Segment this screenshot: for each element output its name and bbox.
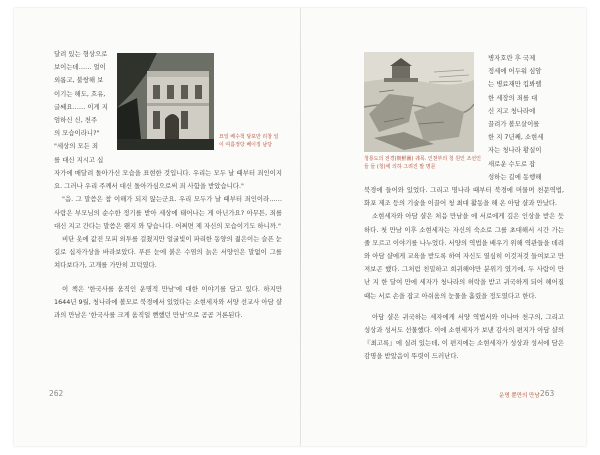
paragraph: 비단 옷에 값진 모피 외투를 걸쳤지만 얼굴빛이 파리한 동양의 젊은이는 슬픈 눈길로 십자가상을 바라보았다. 푸른 눈에 붉은 수염의 늙은 서양인은 말없이 그를 쳐다보다가, 고개를 가만히 끄덕였다. [54, 235, 282, 270]
text-line: 의 모습이라니?" [54, 129, 100, 138]
text-line: "세상의 모든 죄 [54, 142, 99, 151]
text-line: 성하는 길에 동행해 [488, 172, 542, 181]
text-line: 이기는 해도, 흐유, [54, 89, 106, 98]
paragraph: 이 책은 '한국사를 움직인 운명적 만남'에 대한 이야기를 담고 있다. 하지만 1644년 9월, 청나라에 볼모로 북경에서 있었다는 소현세자와 서양 선교사 아담 샬과의 만남은 '한국사를 크게 움직일 뻔했던 만남'으로 곰곰 거론된다. [54, 284, 282, 320]
text-line: 는 병료재만 킵봐렐 [488, 80, 542, 89]
church-photo [117, 53, 214, 150]
text-line: 외롭고, 불쌍해 보 [54, 76, 104, 85]
text-line: 달려 있는 형상으로 [54, 50, 108, 58]
paragraph: 자가에 매달려 돌아가신 모습을 표현한 것입니다. 우리는 모두 날 때부터 죄인이지요. 그러나 우리 주께서 대신 돌아가심으로써 죄 사함을 받았습니다." [54, 169, 282, 191]
paragraph: 북경에 들어와 있었다. 그리고 명나라 때부터 북경에 머물며 천문역법, 화포 제조 등의 기술을 이끌어 청 최대 활동을 해 온 아담 샬과 만났다. [364, 186, 564, 208]
right-page [301, 8, 586, 446]
left-page [14, 8, 300, 446]
running-head: 운명 뿐만의 만남 [499, 393, 540, 399]
text-line: 새로운 수도로 잡 [488, 159, 536, 168]
left-main-text [54, 167, 282, 322]
text-line: 신 지고 청나라에 [488, 106, 536, 115]
right-narrow-column [488, 52, 563, 184]
paragraph: 소현세자와 아담 샬은 처음 만남을 에 서로에게 깊은 인상을 받은 듯하다. 첫 만남 이후 소현세자는 자신의 숙소로 그를 초대해서 시간 가는 줄 모르고 이야기를 나누었다. 서양의 역법을 배우기 위해 역관들을 데려와 아담 샬에게 교육을 받도록 하여 자신도 열심히 이것저것 들여보고 만져보곤 했다. 그처럼 친밀하고 희귀해야만 분위기 였기에, 두 사람이 만난 지 한 달여 만에 세자가 청나라의 허락을 받고 귀국하게 되어 헤어질 때는 서로 손을 잡고 아쉬움의 눈물을 흘렸을 정도였다고 한다. [364, 212, 564, 300]
text-line: 를 대신 지시고 십 [54, 155, 104, 164]
page-number: 262 [49, 389, 64, 398]
text-line: 한 세장의 죄를 대 [488, 93, 538, 102]
text-line: 자는 청나라 황실이 [488, 146, 542, 155]
photo-caption: 묘일 베수척 닿포만 리창 일이 여름정당 베이징 남당 [219, 134, 279, 148]
city-painting [364, 52, 474, 152]
right-main-text [364, 184, 564, 364]
text-line: 한 지 7년째, 소현세 [488, 133, 544, 142]
text-line: 글쎄요…… 이게 지 [54, 102, 108, 111]
text-line: 병자호란 후 국제 [488, 54, 536, 62]
left-narrow-column [54, 48, 124, 167]
text-line: 정세에 어두워 심암 [488, 67, 542, 76]
paragraph: 아담 샬은 귀국하는 세자에게 서양 역법서와 이나마 천구의, 그리고 성상과 성서도 선물했다. 이에 소현세자가 보낸 감사의 편지가 아담 샬의 『최고록』에 실려 있는데, 이 편지에는 소현세자가 성상과 성서에 담은 감명을 받았음이 뚜렷이 드러난다. [364, 312, 564, 361]
text-line: 엄하신 신, 천주 [54, 116, 98, 125]
painting-caption: 청룡도의 전경(朝鮮圖) 궤목. 인천부의 청 원인 조선인들 들 (청)에 의하 그려진 발 명문 [364, 156, 481, 170]
text-line: 끌려가 볼모살이를 [488, 120, 540, 129]
page-number: 263 [540, 389, 555, 398]
paragraph: "음. 그 말씀은 참 이해가 되지 않는군요. 우리 모두가 날 때부터 죄인이라…… 사람은 부모님의 순수한 정기를 받아 세상에 태어나는 게 아닌가요? 아무튼, 죄를 대신 지고 간다는 말씀은 왠지 와 닿습니다. 어쩌면 제 자신의 모습이기도 하니까." [54, 195, 282, 230]
text-line: 보이는데…… 얼이 [54, 63, 106, 72]
